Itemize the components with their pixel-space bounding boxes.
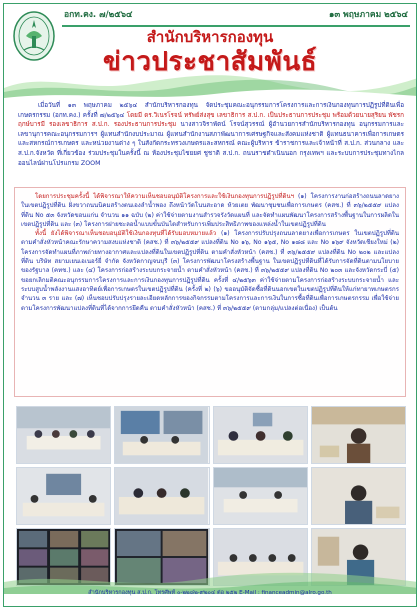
resolution-2-body: (๑) โครงการปรับปรุงถนนลาดยางเพื่อการเกษตร ในเขตปฏิรูปที่ดินตามคำสั่งหัวหน้าคณะรักษาความสงบแห่งชาติ (คสช.) ที่ ๓๖/๒๕๕๙ แปลงที่ดิน No ๑๖, No ๑๖๕, No ๑๘๘ และ No ๑๖๙ จังหวัดเชียงใหม่ (๒) โครงการจัดทำแผนที่ภาพถ่ายทางอากาศและแปลงที่ดินในเขตปฏิรูปที่ดิน ตามคำสั่งหัวหน้า (คสช.) ที่ ๓๖/๒๕๕๙ แปลงที่ดิน No ๒๐๒ และแปลงที่ดิน บริษัท สยามเยนเอเนอร์ยี่ จำกัด จังหวัดกาญจนบุรี (๓) โครงการพัฒนาโครงสร้างพื้นฐาน ในเขตปฏิรูปที่ดินที่ได้รับการจัดที่ดินตามนโยบายของรัฐบาล (คทช.) และ (๔) โครงการก่อสร้างระบบกระจายน้ำ ตามคำสั่งหัวหน้า (คสช.) ที่ ๓๖/๒๕๕๙ แปลงที่ดิน No ๒๐๓ และจังหวัดกระบี่ (๕) ขอยกเลิกมติคณะอนุกรรมการโครงการและการเงินกองทุนการปฏิรูปที่ดิน ครั้งที่ ๔/๒๕๖๓ ค่าใช้จ่ายตามโครงการก่อสร้างระบบกระจายน้ำ และระบบสูบน้ำพลังงานแสงอาทิตย์เพื่อการเกษตรในเขตปฏิรูปที่ดิน (ครั้งที่ ๒) (๖) ขออนุมัติจัดซื้อที่ดินนอกเขตในเขตปฏิรูปที่ดินให้แก่ทายาทเกษตรกร จำนวน ๓ ราย และ (๗) เห็นชอบปรับปรุงรายละเอียดหลักการของกิจกรรมตามโครงการและการเงินในการซื้อที่ดินเพื่อการเกษตรกรรม เพื่อใช้จ่ายตามโครงการพัฒนาแปลงที่ดินที่ได้จากการยึดคืน ตามคำสั่งหัวหน้า (คสช.) ที่ ๓๖/๒๕๕๙ (ตามกลุ่ม/แปลงต่อเนื่อง) เป็นต้น [21, 230, 399, 312]
meeting-photo [213, 467, 308, 525]
meeting-room-image-icon [214, 468, 307, 524]
meeting-photo [16, 406, 111, 464]
intro-text-continued: นางสาวจิราพัตน์ โรจน์สุวรรณ์ ผู้อำนวยการสำนักบริหารกองทุน อนุกรรมการและเลขานุการคณะอนุกรรมการฯ ผู้แทนสำนักงบประมาณ ผู้แทนสำนักงานสภาพัฒนาการเศรษฐกิจและสังคมแห่งชาติ ผู้แทนธนาคารเพื่อการเกษตรและสหกรณ์การเกษตร และหน่วยงานต่าง ๆ ในสังกัดกระทรวงเกษตรและสหกรณ์ คณะผู้บริหาร ข้าราชการและเจ้าหน้าที่ ส.ป.ก. ส่วนกลาง และ ส.ป.ก.จังหวัด ที่เกี่ยวข้อง ร่วมประชุมในครั้งนี้ ณ ห้องประชุมไชยยศ ชูชาติ ส.ป.ก. ถนนราชดำเนินนอก กรุงเทพฯ และระบบการประชุมทางไกลออนไลน์ผ่านโปรแกรม ZOOM [18, 121, 404, 167]
page-title: ข่าวประชาสัมพันธ์ [103, 47, 317, 77]
org-name: สำนักบริหารกองทุน [146, 28, 274, 46]
meeting-photo [311, 467, 406, 525]
header-bar [4, 4, 416, 24]
issue-date: ๑๓ พฤษภาคม ๒๕๖๔ [328, 10, 408, 20]
meeting-room-image-icon [115, 468, 208, 524]
intro-paragraph [18, 101, 404, 168]
resolution-1-heading: โดยการประชุมครั้งนี้ ได้พิจารณาให้ความเห็นชอบอนุมัติโครงการและใช้เงินกองทุนการปฏิรูปที่ดินฯ [35, 193, 295, 200]
footer-contact: สำนักบริหารกองทุน ส.ป.ก. โทรศัพท์ ๐-๒๒๘๒-๙๒๐๔ ต่อ ๒๕๒ E-Mail : financeadmin@alro.go.th [88, 590, 332, 596]
meeting-room-image-icon [17, 468, 110, 524]
meeting-photo [16, 467, 111, 525]
resolution-1-body: (๑) โครงการงานก่อสร้างถนนลาดยางในเขตปฏิรูปที่ดิน ฝั่งขวาถนนนิคมสร้างตนเองลำน้ำพอง ถึงหน้าวัดโนนสะอาด ห้วยเตย พัฒนาชุมชนเพื่อการเกษตร (คสช.) ที่ ๓๖/๒๕๕๙ แปลงที่ดิน No ๕๓ จังหวัดขอนแก่น จำนวน ๑๑ ฉบับ (๒) ค่าใช้จ่ายตามงานสำรวจรังวัดแผนที่ และจัดทำแผนพัฒนาโครงการสร้างพื้นฐานในการผลิตในเขตปฏิรูปที่ดิน และ (๓) โครงการฝายชะลอน้ำแบบขั้นบันไดสำหรับการเพิ่มประสิทธิภาพของแหล่งน้ำในเขตปฏิรูปที่ดิน [21, 193, 399, 228]
meeting-room-image-icon [115, 407, 208, 463]
meeting-room-image-icon [312, 407, 405, 463]
resolution-paragraph-1 [21, 192, 399, 229]
resolution-paragraph-2 [21, 229, 399, 313]
intro-text: เมื่อวันที่ ๑๓ พฤษภาคม ๒๕๖๔ สำนักบริหารกองทุน จัดประชุมคณะอนุกรรมการโครงการและการเงินกองทุนการปฏิรูปที่ดินเพื่อเกษตรกรรม (อกท.คง.) ครั้งที่ ๗/๒๕๖๔ [18, 102, 404, 119]
newsletter-page [3, 3, 417, 607]
masthead [4, 28, 416, 90]
meeting-room-image-icon [17, 407, 110, 463]
issue-number: อกท.คง. ๗/๒๕๖๔ [64, 10, 133, 20]
resolutions-box [14, 187, 406, 397]
meeting-photo [311, 406, 406, 464]
meeting-photo [213, 406, 308, 464]
photo-gallery [16, 406, 406, 586]
meeting-room-image-icon [312, 468, 405, 524]
meeting-photo [114, 406, 209, 464]
resolution-2-heading: ทั้งนี้ ยังได้พิจารณาเห็นชอบอนุมัติใช้เงินกองทุนที่ได้รับมอบหมายแล้ว [35, 230, 217, 238]
meeting-photo [114, 467, 209, 525]
meeting-room-image-icon [214, 407, 307, 463]
header-divider [62, 25, 410, 27]
intro-highlight: โดยมี ดร.วิเนรโรจน์ ทรัพย์ส่งสุข เลขาธิการ ส.ป.ก. เป็นประธานการประชุม พร้อมด้วยนายสุริยน พัชรกฤกษ์บารมี รองเลขาธิการ ส.ป.ก. รองประธานการประชุม [18, 111, 404, 129]
